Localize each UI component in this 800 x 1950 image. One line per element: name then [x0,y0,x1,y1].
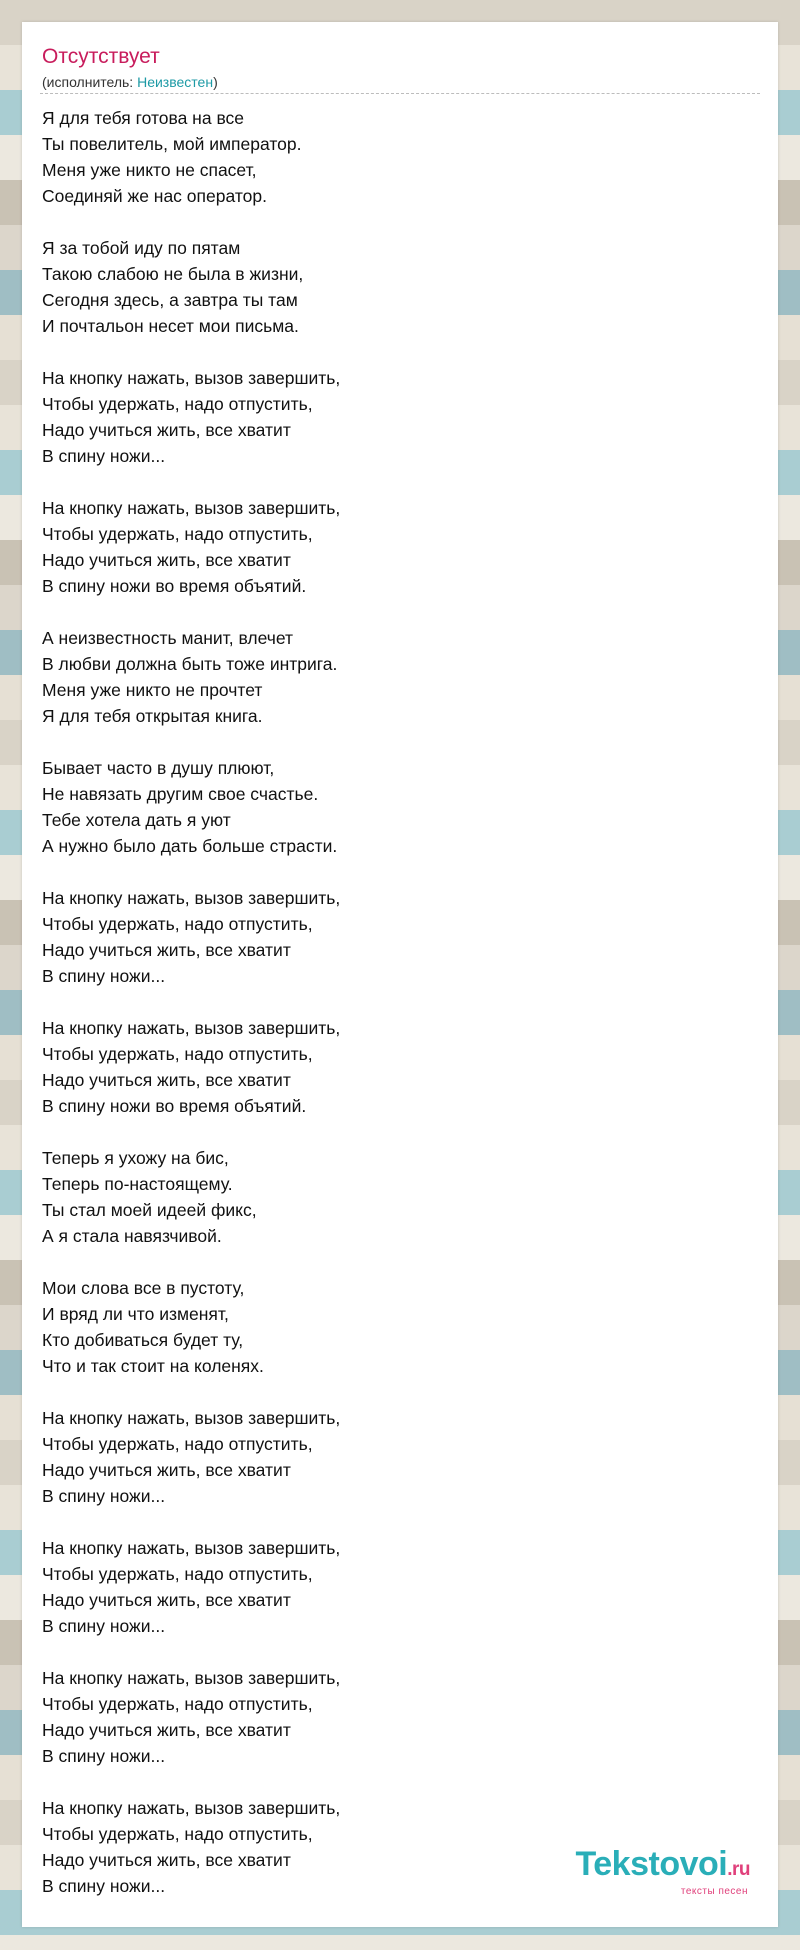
artist-line [42,73,218,91]
lyrics-line: Надо учиться жить, все хватит [42,420,291,440]
lyrics-line: В спину ножи... [42,446,166,466]
lyrics-line: Кто добиваться будет ту, [42,1330,244,1350]
lyrics-line: На кнопку нажать, вызов завершить, [42,498,341,518]
lyrics-line: В спину ножи... [42,1486,166,1506]
lyrics-line: И почтальон несет мои письма. [42,316,299,336]
lyrics-line: Я для тебя готова на все [42,108,245,128]
lyrics-line: А неизвестность манит, влечет [42,628,294,648]
lyrics-card [22,22,778,1927]
lyrics-line: В спину ножи... [42,1876,166,1896]
lyrics-line: В спину ножи... [42,966,166,986]
lyrics-stanza [42,365,340,469]
lyrics-line: Теперь я ухожу на бис, [42,1148,229,1168]
artist-link[interactable]: Неизвестен [137,74,214,90]
lyrics-line: Надо учиться жить, все хватит [42,1590,291,1610]
lyrics-line: Не навязать другим свое счастье. [42,784,319,804]
lyrics-line: Я за тобой иду по пятам [42,238,241,258]
lyrics-body [42,105,340,1925]
lyrics-line: Надо учиться жить, все хватит [42,1720,291,1740]
lyrics-stanza [42,1795,340,1899]
lyrics-line: В спину ножи во время объятий. [42,1096,307,1116]
lyrics-line: На кнопку нажать, вызов завершить, [42,1408,341,1428]
lyrics-line: Такою слабою не была в жизни, [42,264,304,284]
lyrics-line: На кнопку нажать, вызов завершить, [42,1668,341,1688]
logo-name: Tekstovoi [575,1845,728,1883]
lyrics-stanza [42,625,340,729]
lyrics-line: Чтобы удержать, надо отпустить, [42,524,313,544]
logo-wordmark [576,1847,750,1887]
lyrics-stanza [42,1015,340,1119]
lyrics-line: На кнопку нажать, вызов завершить, [42,1538,341,1558]
lyrics-line: Соединяй же нас оператор. [42,186,267,206]
lyrics-line: На кнопку нажать, вызов завершить, [42,368,341,388]
lyrics-stanza [42,105,340,209]
lyrics-line: Я для тебя открытая книга. [42,706,263,726]
lyrics-stanza [42,1665,340,1769]
lyrics-line: И вряд ли что изменят, [42,1304,229,1324]
lyrics-line: В спину ножи во время объятий. [42,576,307,596]
song-title: Отсутствует [42,45,160,68]
lyrics-line: Чтобы удержать, надо отпустить, [42,1824,313,1844]
lyrics-line: Чтобы удержать, надо отпустить, [42,1564,313,1584]
lyrics-line: Ты стал моей идеей фикс, [42,1200,257,1220]
lyrics-line: Надо учиться жить, все хватит [42,1460,291,1480]
lyrics-stanza [42,755,340,859]
lyrics-stanza [42,1535,340,1639]
lyrics-line: Чтобы удержать, надо отпустить, [42,1044,313,1064]
lyrics-stanza [42,1275,340,1379]
lyrics-line: Теперь по-настоящему. [42,1174,233,1194]
lyrics-line: Чтобы удержать, надо отпустить, [42,914,313,934]
site-logo[interactable] [576,1847,750,1897]
lyrics-line: Что и так стоит на коленях. [42,1356,264,1376]
lyrics-line: На кнопку нажать, вызов завершить, [42,888,341,908]
lyrics-line: Надо учиться жить, все хватит [42,1850,291,1870]
lyrics-line: В спину ножи... [42,1616,166,1636]
logo-suffix: .ru [727,1859,750,1880]
lyrics-line: Надо учиться жить, все хватит [42,940,291,960]
lyrics-line: А я стала навязчивой. [42,1226,222,1246]
lyrics-stanza [42,1145,340,1249]
lyrics-line: Тебе хотела дать я уют [42,810,231,830]
lyrics-line: А нужно было дать больше страсти. [42,836,338,856]
lyrics-line: В спину ножи... [42,1746,166,1766]
lyrics-line: Меня уже никто не прочтет [42,680,263,700]
title-divider [40,93,760,94]
lyrics-line: Чтобы удержать, надо отпустить, [42,394,313,414]
lyrics-stanza [42,495,340,599]
lyrics-line: На кнопку нажать, вызов завершить, [42,1018,341,1038]
lyrics-line: Бывает часто в душу плюют, [42,758,275,778]
lyrics-line: Меня уже никто не спасет, [42,160,257,180]
lyrics-line: На кнопку нажать, вызов завершить, [42,1798,341,1818]
lyrics-stanza [42,885,340,989]
lyrics-line: Надо учиться жить, все хватит [42,1070,291,1090]
lyrics-line: Сегодня здесь, а завтра ты там [42,290,298,310]
artist-prefix: (исполнитель: [42,74,138,90]
lyrics-line: Мои слова все в пустоту, [42,1278,245,1298]
logo-tagline: тексты песен [680,1886,748,1897]
lyrics-line: Ты повелитель, мой император. [42,134,302,154]
lyrics-stanza [42,235,340,339]
lyrics-line: Надо учиться жить, все хватит [42,550,291,570]
lyrics-line: В любви должна быть тоже интрига. [42,654,338,674]
lyrics-stanza [42,1405,340,1509]
artist-suffix: ) [213,74,218,90]
lyrics-line: Чтобы удержать, надо отпустить, [42,1434,313,1454]
lyrics-line: Чтобы удержать, надо отпустить, [42,1694,313,1714]
